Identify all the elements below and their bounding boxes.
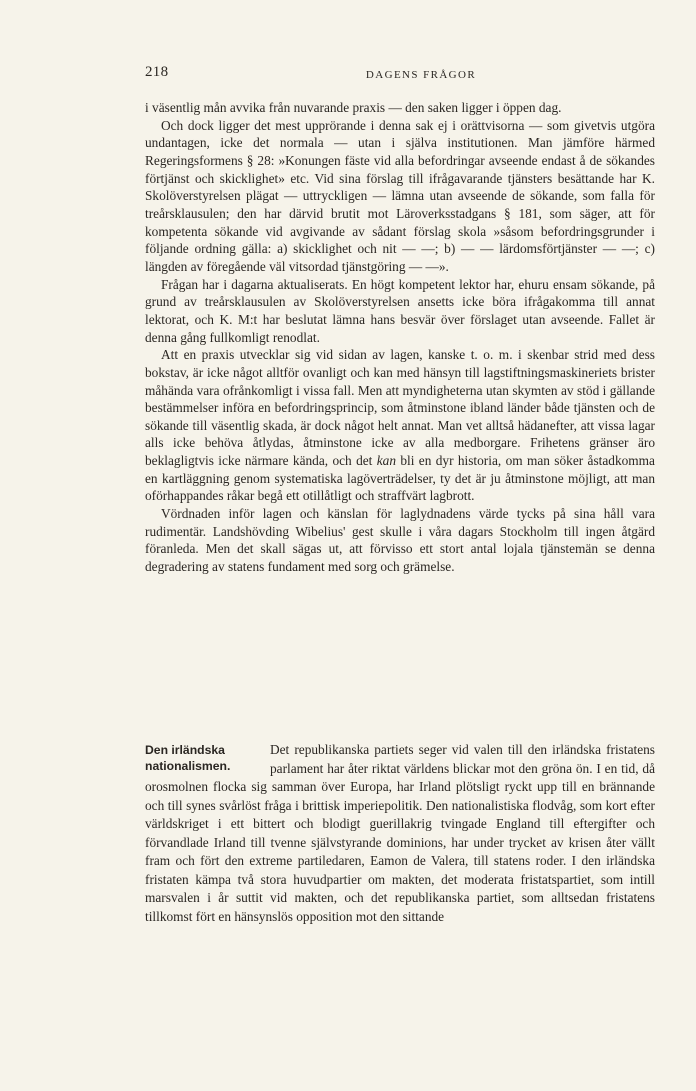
paragraph-4 (145, 346, 655, 505)
section-heading-line-2: nationalismen. (145, 758, 231, 773)
paragraph-3: Frågan har i dagarna aktualiserats. En högt kompetent lektor har, ehuru ensam sökande, på grund av treårsklausulen av Skolöverstyrelsen ansetts icke böra ifrågakomma till annat lektorat, och K. M:t har beslutat lämna hans besvär över förslaget utan avseende. Fallet är denna gång fullkomligt renodlat. (145, 276, 655, 345)
section-irish-nationalism (145, 741, 655, 926)
paragraph-5: Vördnaden inför lagen och känslan för laglydnadens värde tycks på sina håll vara rudimentär. Landshövding Wibelius' gest skulle i våra dagars Stockholm till ingen åtgärd föranleda. Men det skall sägas ut, att förvisso ett stort antal lojala tjänstemän se denna degradering av statens fundament med sorg och grämelse. (145, 506, 655, 575)
page-number: 218 (145, 64, 169, 80)
running-head: DAGENS FRÅGOR (365, 69, 477, 81)
paragraph-2: Och dock ligger det mest upprörande i denna sak ej i orättvisorna — som givetvis utgöra undantagen, icke det normala — utan i själva institutionen. Man jämföre härmed Regeringsformens § 28: »Konungen fäste vid alla befordringar avseende endast å de sökandes förtjänst och skicklighet» etc. Vid sina förslag till ifrågavarande tjänsters besättande har K. Skolöverstyrelsen plägat — uttryckligen — lämna utan avseende de sökande, som falla för treårsklausulen; den har därvid brutit mot Läroverksstadgans § 181, som säger, att för kompetenta sökande vid avgivande av sådant förslag skola »såsom befordringsgrunder i följande ordning gälla: a) skicklighet och nit — —; b) — — lärdomsförtjänster — —; c) längden av föregående väl vitsordad tjänstgöring — —». (145, 117, 655, 274)
paragraph-1: i väsentlig mån avvika från nuvarande praxis — den saken ligger i öppen dag. (145, 100, 562, 115)
section-paragraph: Det republikanska partiets seger vid valen till den irländska fristatens parlament har åter riktat världens blickar mot den gröna ön. I en tid, då orosmolnen flocka sig samman över Europa, har Irland plötsligt ryckt upp till en brännande och till synes svårlöst fråga i brittisk imperiepolitik. Den nationalistiska flodvåg, som kort efter världskriget i ett bittert och blodigt guerillakrig tvingade England till eftergifter och förvandlade Irland till tvenne självstyrande dominions, har under trycket av krisen åter vällt fram och fört den extreme partiledaren, Eamon de Valera, till statens roder. I den irländska fristaten kämpa två stora huvudpartier om makten, det moderata fristatspartiet, som intill marsvalen i år suttit vid makten, och det republikanska partiet, som alltsedan fristatens tillkomst fört en hänsynslös opposition mot den sittande (145, 742, 655, 924)
section-heading-line-1: Den irländska (145, 743, 225, 757)
emphasis-kan: kan (376, 453, 396, 469)
paragraph-4-text-b: bli en dyr historia, om man söker åstadkomma en kartläggning genom systematiska lagöverträdelser, ty det är ju åtminstone möjligt, att man oförhappandes råkar begå ett otillåtligt och straffvärt lagbrott. (145, 453, 655, 504)
page-header (145, 64, 657, 88)
section-heading (145, 741, 263, 774)
article-body (145, 99, 655, 576)
paragraph-4-text-a: Att en praxis utvecklar sig vid sidan av lagen, kanske t. o. m. i skenbar strid med dess bokstav, är icke något alltför ovanligt och kan med hänsyn till lagstiftningsmaskineriets brister måhända vara ofrånkomligt i vissa fall. Men att myndigheterna utan skymten av stöd i gällande bestämmelser införa en befordringsprincip, som åtminstone ibland länder både tjänsten och de sökande till väsentlig skada, är dock något helt annat. Man vet alltså hädanefter, att vissa lagar alls icke behöva åtlydas, åtminstone icke av alla medborgare. Frihetens gränser äro beklagligtvis icke närmare kända, och det (145, 347, 655, 469)
